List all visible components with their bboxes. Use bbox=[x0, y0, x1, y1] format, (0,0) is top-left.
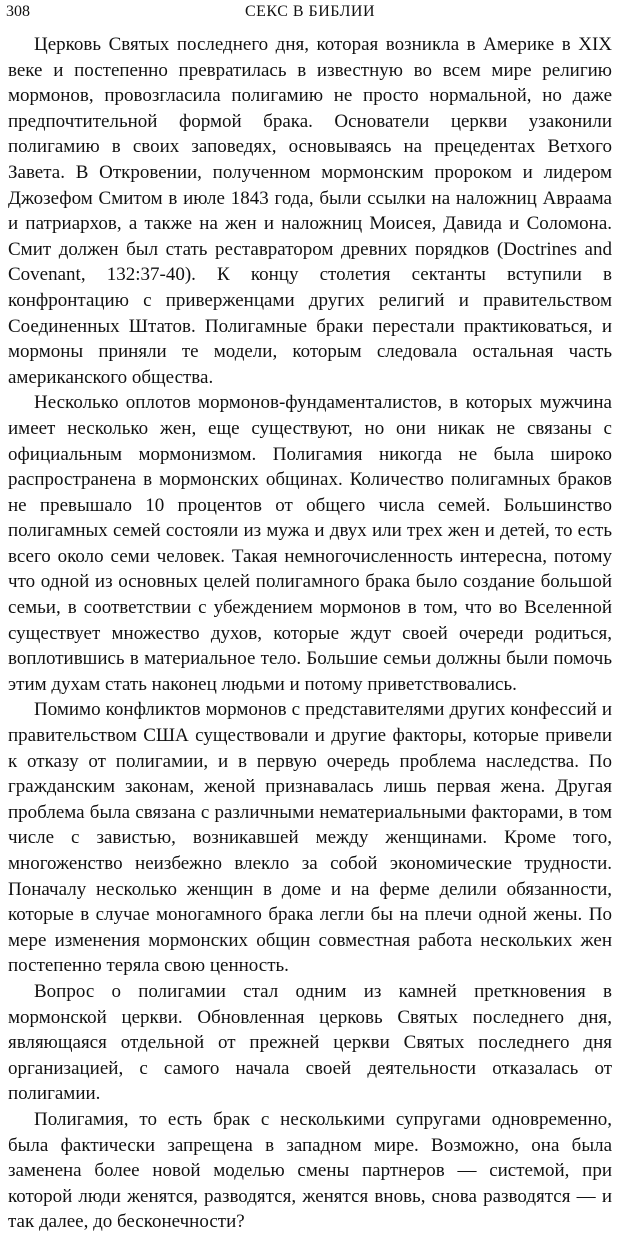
page-number: 308 bbox=[6, 3, 30, 20]
page-header bbox=[6, 0, 614, 24]
body-text bbox=[8, 32, 612, 1235]
paragraph-3: Помимо конфликтов мормонов с представителями других конфессий и правительством США существовали и другие факторы, которые привели к отказу от полигамии, и в первую очередь проблема наследства. По гражданским законам, женой признавалась лишь первая жена. Другая проблема была связана с различными нематериальными факторами, в том числе с завистью, возникавшей между женщинами. Кроме того, многоженство неизбежно влекло за собой экономические трудности. Поначалу несколько женщин в доме и на ферме делили обязанности, которые в случае моногамного брака легли бы на плечи одной жены. По мере изменения мормонских общин совместная работа нескольких жен постепенно теряла свою ценность. bbox=[8, 699, 612, 977]
paragraph-5: Полигамия, то есть брак с несколькими супругами одновременно, была фактически запрещена в западном мире. Возможно, она была заменена более новой моделью смены партнеров — системой, при которой люди женятся, разводятся, женятся вновь, снова разводятся — и так далее, до бесконечности? bbox=[8, 1108, 612, 1233]
paragraph-4: Вопрос о полигамии стал одним из камней преткновения в мормонской церкви. Обновленная церковь Святых последнего дня, являющаяся отдельной от прежней церкви Святых последнего дня организацией, с самого начала своей деятельности отказалась от полигамии. bbox=[8, 980, 612, 1105]
running-title: СЕКС В БИБЛИИ bbox=[244, 3, 376, 20]
paragraph-1: Церковь Святых последнего дня, которая возникла в Америке в XIX веке и постепенно превратилась в известную во всем мире религию мормонов, провозгласила полигамию не просто нормальной, но даже предпочтительной формой брака. Основатели церкви узаконили полигамию в своих заповедях, основываясь на прецедентах Ветхого Завета. В Откровении, полученном мормонским пророком и лидером Джозефом Смитом в июле 1843 года, были ссылки на наложниц Авраама и патриархов, а также на жен и наложниц Моисея, Давида и Соломона. Смит должен был стать реставратором древних порядков (Doctrines and Covenant, 132:37-40). К концу столетия сектанты вступили в конфронтацию с приверженцами других религий и правительством Соединенных Штатов. Полигамные браки перестали практиковаться, и мормоны приняли те модели, которым следовала остальная часть американского общества. bbox=[8, 34, 612, 388]
paragraph-2: Несколько оплотов мормонов-фундаменталистов, в которых мужчина имеет несколько жен, еще существуют, но они никак не связаны с официальным мормонизмом. Полигамия никогда не была широко распространена в мормонских общинах. Количество полигамных браков не превышало 10 процентов от общего числа семей. Большинство полигамных семей состояли из мужа и двух или трех жен и детей, то есть всего около семи человек. Такая немногочисленность интересна, потому что одной из основных целей полигамного брака было создание большой семьи, в соответствии с убеждением мормонов в том, что во Вселенной существует множество духов, которые ждут своей очереди родиться, воплотившись в материальное тело. Большие семьи должны были помочь этим духам стать наконец людьми и потому приветствовались. bbox=[8, 392, 612, 695]
